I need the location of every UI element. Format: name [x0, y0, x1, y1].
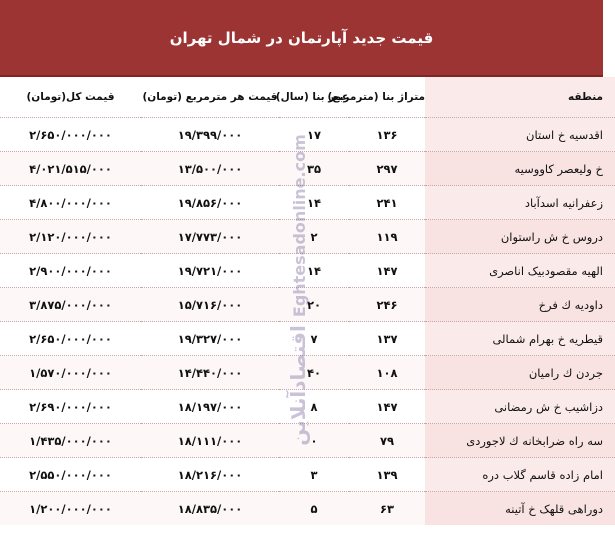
- cell-price-per-meter: ۱۵/۷۱۶/۰۰۰: [141, 288, 279, 322]
- watermark-text: اقتصادآنلاین: [286, 325, 310, 446]
- cell-area: دزاشیب خ ش رمضانی: [425, 390, 615, 424]
- cell-age: ۷: [310, 331, 318, 346]
- cell-area: دروس خ ش راستوان: [425, 220, 615, 254]
- cell-total-price: ۴/۸۰۰/۰۰۰/۰۰۰: [29, 195, 112, 210]
- cell-age: ۲۰: [279, 288, 349, 322]
- table-row: [0, 458, 615, 492]
- cell-price-per-meter: ۱۹/۳۹۹/۰۰۰: [177, 127, 243, 142]
- header-total-price: قیمت کل(تومان): [26, 91, 115, 103]
- cell-price-per-meter: ۱۸/۱۱۱/۰۰۰: [141, 424, 279, 458]
- cell-total-price: ۲/۹۰۰/۰۰۰/۰۰۰: [29, 263, 112, 278]
- cell-area: الهیه مقصودبیک اناصری: [425, 254, 615, 288]
- cell-size: ۱۳۹: [376, 467, 398, 482]
- cell-age: ۱۷: [306, 127, 322, 142]
- cell-size: ۱۱۹: [349, 220, 425, 254]
- cell-total-price: ۲/۶۵۰/۰۰۰/۰۰۰: [29, 127, 112, 142]
- table-row: [0, 186, 615, 220]
- cell-size: ۲۴۶: [349, 288, 425, 322]
- cell-price-per-meter: ۱۳/۵۰۰/۰۰۰: [141, 152, 279, 186]
- table-row: [0, 424, 615, 458]
- cell-size: ۱۳۷: [376, 331, 398, 346]
- cell-area: خ ولیعصر کاووسیه: [425, 152, 615, 186]
- cell-total-price: ۲/۵۵۰/۰۰۰/۰۰۰: [29, 467, 112, 482]
- cell-age: ۳: [310, 467, 318, 482]
- header-age: عمر بنا (سال): [275, 91, 349, 103]
- cell-area: امام زاده قاسم گلاب دره: [425, 458, 615, 492]
- cell-total-price: ۱/۴۳۵/۰۰۰/۰۰۰: [0, 424, 141, 458]
- cell-area: زعفرانیه اسدآباد: [425, 186, 615, 220]
- cell-size: ۱۰۸: [349, 356, 425, 390]
- cell-age: ۱۴: [306, 263, 322, 278]
- apartment-price-table: [0, 77, 615, 525]
- cell-area: داودیه ك فرخ: [425, 288, 615, 322]
- cell-area: دوراهی قلهک خ آتینه: [425, 492, 615, 526]
- cell-age: ۳۵: [279, 152, 349, 186]
- watermark-site: Eghtesadonline.com: [290, 134, 309, 318]
- table-row: [0, 390, 615, 424]
- cell-total-price: ۳/۸۷۵/۰۰۰/۰۰۰: [0, 288, 141, 322]
- cell-total-price: ۴/۰۲۱/۵۱۵/۰۰۰: [0, 152, 141, 186]
- cell-total-price: ۲/۱۲۰/۰۰۰/۰۰۰: [0, 220, 141, 254]
- table-row: [0, 492, 615, 526]
- cell-price-per-meter: ۱۸/۸۳۵/۰۰۰: [141, 492, 279, 526]
- cell-size: ۲۴۱: [376, 195, 398, 210]
- cell-total-price: ۱/۲۰۰/۰۰۰/۰۰۰: [0, 492, 141, 526]
- cell-price-per-meter: ۱۷/۷۷۳/۰۰۰: [141, 220, 279, 254]
- cell-area: سه راه ضرابخانه ك لاجوردی: [425, 424, 615, 458]
- header-area: منطقه: [425, 77, 615, 118]
- table-row: [0, 220, 615, 254]
- cell-price-per-meter: ۱۸/۲۱۶/۰۰۰: [177, 467, 243, 482]
- cell-age: ۰: [279, 424, 349, 458]
- cell-size: ۱۴۷: [376, 399, 398, 414]
- cell-age: ۸: [310, 399, 318, 414]
- table-title: قیمت جدید آپارتمان در شمال تهران: [169, 28, 434, 47]
- cell-price-per-meter: ۱۹/۳۲۷/۰۰۰: [177, 331, 243, 346]
- cell-total-price: ۲/۶۹۰/۰۰۰/۰۰۰: [29, 399, 112, 414]
- header-size: متراژ بنا (مترمربع): [327, 91, 425, 103]
- cell-area: اقدسیه خ استان: [425, 118, 615, 152]
- table-header-row: [0, 77, 615, 118]
- cell-price-per-meter: ۱۴/۴۴۰/۰۰۰: [141, 356, 279, 390]
- table-row: [0, 254, 615, 288]
- title-bar: [0, 0, 603, 77]
- header-price-per-meter: قیمت هر مترمربع (تومان): [142, 91, 278, 103]
- cell-age: ۴۰: [279, 356, 349, 390]
- table-row: [0, 356, 615, 390]
- cell-total-price: ۲/۶۵۰/۰۰۰/۰۰۰: [29, 331, 112, 346]
- cell-area: جردن ك رامیان: [425, 356, 615, 390]
- table-row: [0, 322, 615, 356]
- cell-size: ۲۹۷: [349, 152, 425, 186]
- cell-size: ۶۳: [349, 492, 425, 526]
- table-row: [0, 152, 615, 186]
- cell-total-price: ۱/۵۷۰/۰۰۰/۰۰۰: [0, 356, 141, 390]
- cell-price-per-meter: ۱۹/۸۵۶/۰۰۰: [177, 195, 243, 210]
- cell-price-per-meter: ۱۹/۷۲۱/۰۰۰: [177, 263, 243, 278]
- cell-size: ۱۳۶: [376, 127, 398, 142]
- table-row: [0, 288, 615, 322]
- cell-age: ۲: [279, 220, 349, 254]
- cell-price-per-meter: ۱۸/۱۹۷/۰۰۰: [177, 399, 243, 414]
- table-row: [0, 118, 615, 152]
- cell-age: ۱۴: [306, 195, 322, 210]
- cell-size: ۷۹: [349, 424, 425, 458]
- cell-size: ۱۴۷: [376, 263, 398, 278]
- cell-age: ۵: [279, 492, 349, 526]
- cell-area: قیطریه خ بهرام شمالی: [425, 322, 615, 356]
